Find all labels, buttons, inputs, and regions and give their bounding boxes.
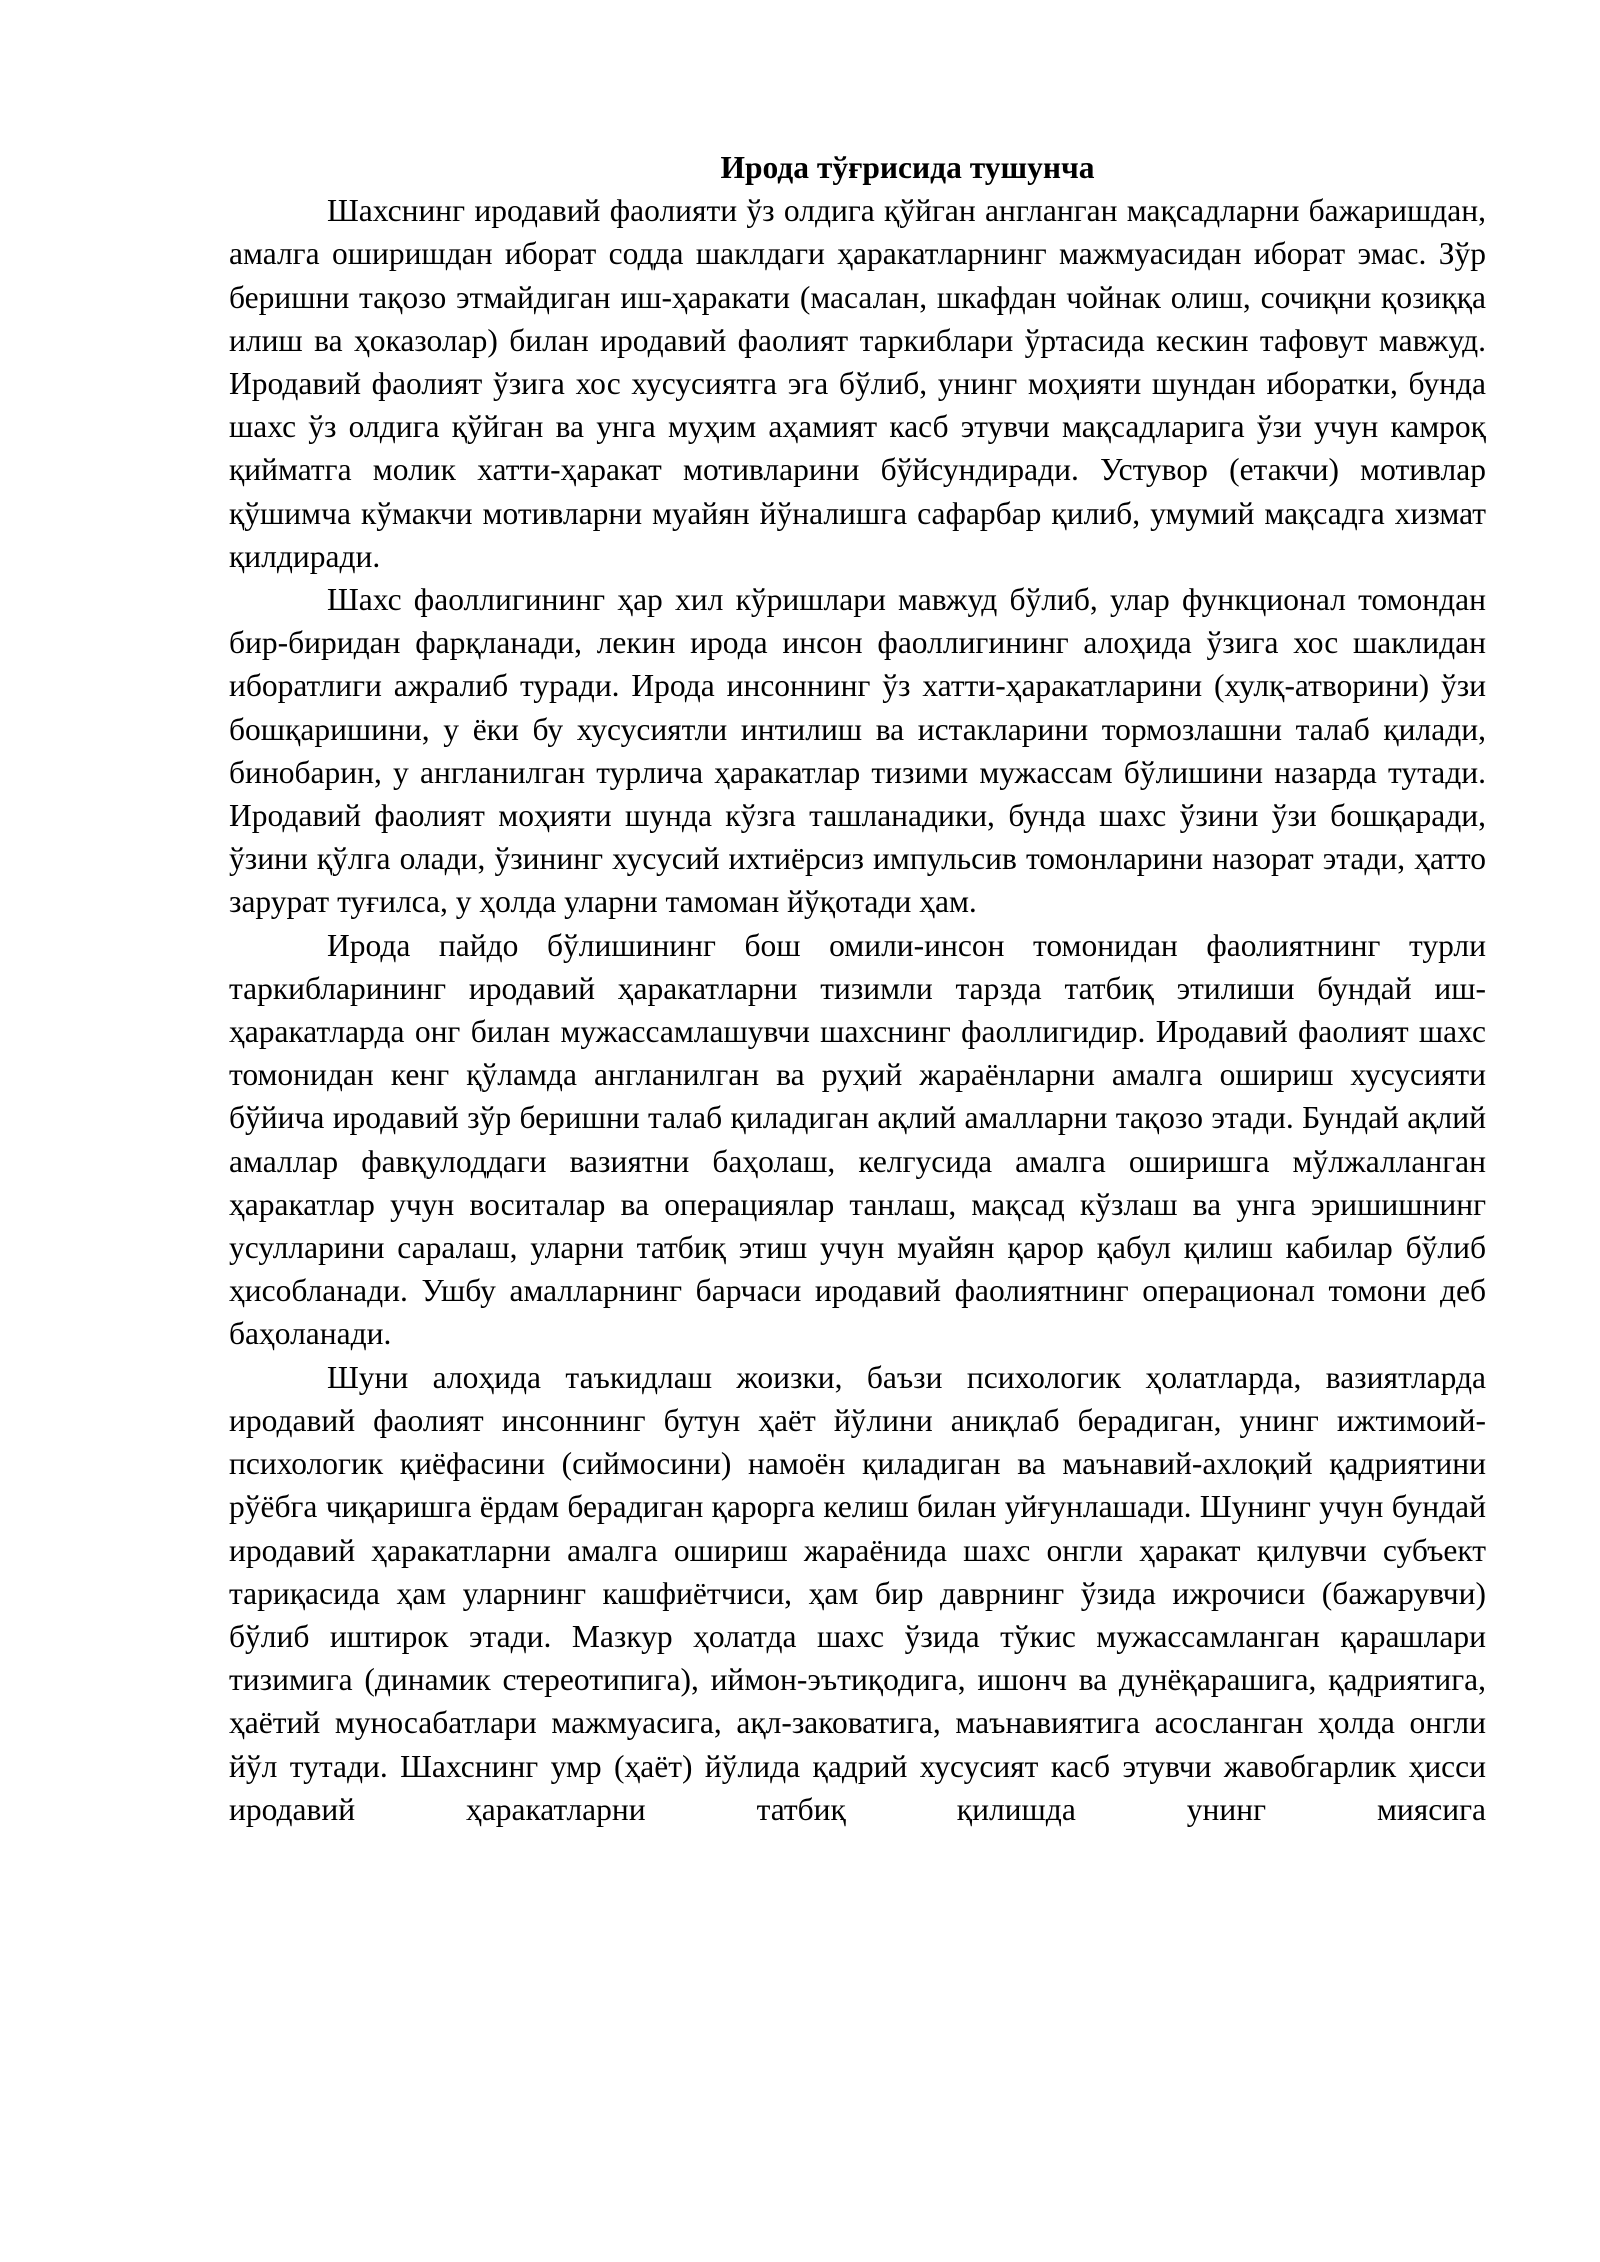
paragraph-4: Шуни алоҳида таъкидлаш жоизки, баъзи психологик ҳолатларда, вазиятларда иродавий фаолият инсоннинг бутун ҳаёт йўлини аниқлаб берадиган, унинг ижтимоий-психологик қиёфасини (сиймосини) намоён қиладиган ва маънавий-ахлоқий қадриятини рўёбга чиқаришга ёрдам берадиган қарорга келиш билан уйғунлашади. Шунинг учун бундай иродавий ҳаракатларни амалга ошириш жараёнида шахс онгли ҳаракат қилувчи субъект тариқасида ҳам уларнинг кашфиётчиси, ҳам бир даврнинг ўзида ижрочиси (бажарувчи) бўлиб иштирок этади. Мазкур ҳолатда шахс ўзида тўкис мужассамланган қарашлари тизимига (динамик стереотипига), иймон-эътиқодига, ишонч ва дунёқарашига, қадриятига, ҳаётий муносабатлари мажмуасига, ақл-заковатига, маънавиятига асосланган ҳолда онгли йўл тутади. Шахснинг умр (ҳаёт) йўлида қадрий хусусият касб этувчи жавобгарлик ҳисси иродавий ҳаракатларни татбиқ қилишда унинг миясига [229, 1359, 1486, 1827]
paragraph-1: Шахснинг иродавий фаолияти ўз олдига қўйган англанган мақсадларни бажаришдан, амалга оширишдан иборат содда шаклдаги ҳаракатларнинг мажмуасидан иборат эмас. Зўр беришни тақозо этмайдиган иш-ҳаракати (масалан, шкафдан чойнак олиш, сочиқни қозиққа илиш ва ҳоказолар) билан иродавий фаолият таркиблари ўртасида кескин тафовут мавжуд. Иродавий фаолият ўзига хос хусусиятга эга бўлиб, унинг моҳияти шундан иборатки, бунда шахс ўз олдига қўйган ва унга муҳим аҳамият касб этувчи мақсадларига ўзи учун камроқ қийматга молик хатти-ҳаракат мотивларини бўйсундиради. Устувор (етакчи) мотивлар қўшимча кўмакчи мотивларни муайян йўналишга сафарбар қилиб, умумий мақсадга хизмат қилдиради. [229, 193, 1486, 574]
paragraph-2: Шахс фаоллигининг ҳар хил кўришлари мавжуд бўлиб, улар функционал томондан бир-биридан фарқланади, лекин ирода инсон фаоллигининг алоҳида ўзига хос шаклидан иборатлиги ажралиб туради. Ирода инсоннинг ўз хатти-ҳаракатларини (хулқ-атворини) ўзи бошқаришини, у ёки бу хусусиятли интилиш ва истакларини тормозлашни талаб қилади, бинобарин, у англанилган турлича ҳаракатлар тизими мужассам бўлишини назарда тутади. Иродавий фаолият моҳияти шунда кўзга ташланадики, бунда шахс ўзини ўзи бошқаради, ўзини қўлга олади, ўзининг хусусий ихтиёрсиз импульсив томонларини назорат этади, ҳатто зарурат туғилса, у ҳолда уларни тамоман йўқотади ҳам. [229, 582, 1486, 920]
paragraph-3: Ирода пайдо бўлишининг бош омили-инсон томонидан фаолиятнинг турли таркибларининг иродавий ҳаракатларни тизимли тарзда татбиқ этилиши бундай иш-ҳаракатларда онг билан мужассамлашувчи шахснинг фаоллигидир. Иродавий фаолият шахс томонидан кенг қўламда англанилган ва руҳий жараёнларни амалга ошириш хусусияти бўйича иродавий зўр беришни талаб қиладиган ақлий амалларни тақозо этади. Бундай ақлий амаллар фавқулоддаги вазиятни баҳолаш, келгусида амалга оширишга мўлжалланган ҳаракатлар учун воситалар ва операциялар танлаш, мақсад кўзлаш ва унга эришишнинг усулларини саралаш, уларни татбиқ этиш учун муайян қарор қабул қилиш кабилар бўлиб ҳисобланади. Ушбу амалларнинг барчаси иродавий фаолиятнинг операционал томони деб баҳоланади. [229, 927, 1486, 1352]
document-title: Ирода тўғрисида тушунча [720, 150, 1095, 185]
document-body [229, 146, 1486, 1831]
